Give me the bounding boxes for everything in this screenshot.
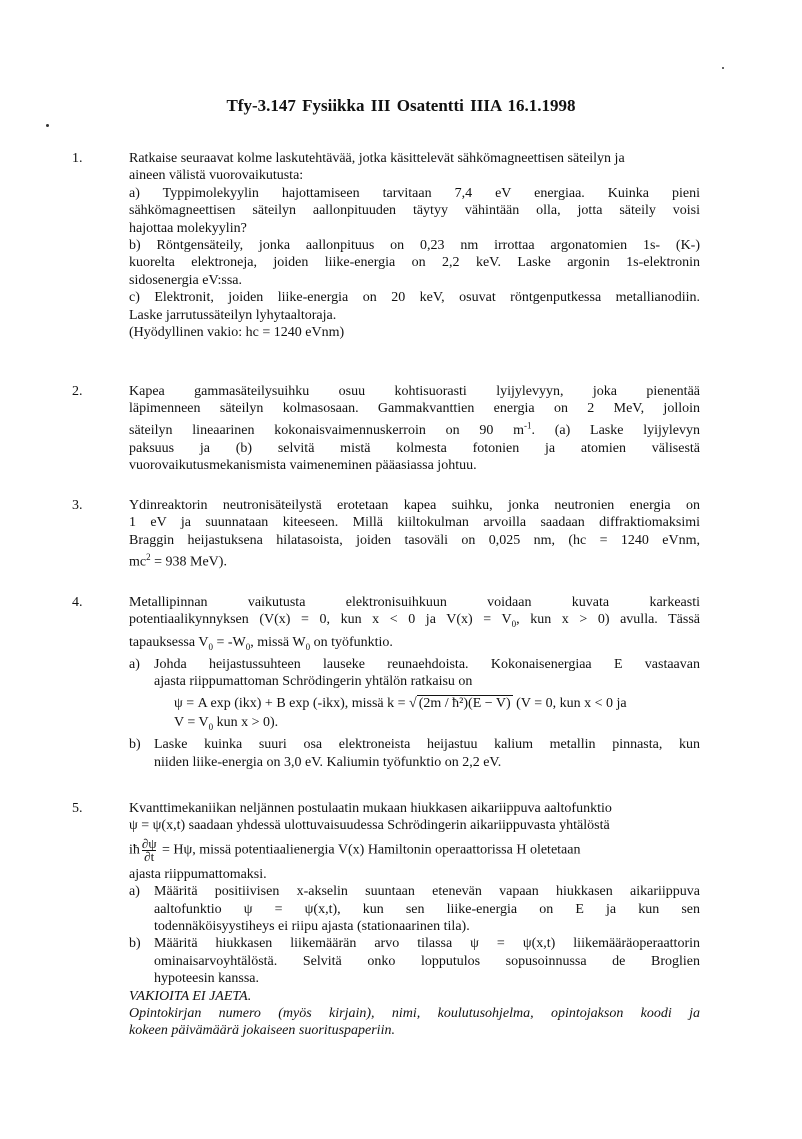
text-run: kun x > 0). [213, 715, 279, 731]
subquestion-label: b) [129, 936, 141, 952]
text-line: vuorovaikutusmekanismista vaimeneminen pääasiassa johtuu. [129, 458, 477, 474]
text-run: mc [129, 554, 147, 570]
page-title: Tfy-3.147 Fysiikka III Osatentti IIIA 16.1.1998 [226, 96, 576, 115]
subquestion-label: a) [129, 884, 140, 900]
text-line: c) Elektronit, joiden liike-energia on 20 keV, osuvat röntgenputkessa metallianodiin. [129, 290, 700, 306]
text-run: ψ = A exp (ikx) + B exp (-ikx), missä k = [174, 695, 410, 711]
text-line: niiden liike-energia on 3,0 eV. Kaliumin työfunktio on 2,2 eV. [154, 754, 502, 770]
subquestion-a [129, 656, 700, 736]
text-line: ajasta riippumattoman Schrödingerin yhtälön ratkaisu on [154, 674, 473, 690]
text-line: Johda heijastussuhteen lauseke reunaehdoista. Kokonaisenergiaa E vastaavan [154, 656, 700, 672]
subscript: 0 [511, 619, 517, 630]
problem-body [129, 383, 700, 475]
problem-body [129, 594, 700, 771]
text-run: = -W [212, 634, 246, 650]
text-line: hajottaa molekyylin? [129, 220, 247, 236]
text-line [129, 418, 700, 440]
subscript: 0 [305, 641, 311, 652]
problem-number: 1. [72, 151, 83, 166]
text-run: = Hψ, missä potentiaalienergia V(x) Hamiltonin operaattorissa H oletetaan [158, 842, 581, 858]
text-run: (V = 0, kun x < 0 ja [512, 695, 627, 711]
problem-body [129, 150, 700, 341]
text-line: ψ = ψ(x,t) saadaan yhdessä ulottuvaisuudessa Schrödingerin aikariippuvasta yhtälöstä [129, 818, 610, 834]
problem-number: 3. [72, 498, 83, 513]
text-line: kuorelta elektroneja, joiden liike-energia on 2,2 keV. Laske argonin 1s-elektronin [129, 255, 700, 271]
text-line: paksuus ja (b) selvitä mistä kolmesta fotonien ja atomien välisestä [129, 440, 700, 456]
problem-number: 4. [72, 595, 83, 610]
scan-speck [722, 67, 724, 69]
text-run: iħ [129, 842, 140, 858]
partial-fraction [141, 835, 157, 864]
text-line: todennäköisyystiheys ei riipu ajasta (stationaarinen tila). [154, 919, 470, 935]
text-line: Ydinreaktorin neutronisäteilystä erotetaan kapea suihku, jonka neutronien energia on [129, 498, 700, 513]
problem-number: 2. [72, 384, 83, 399]
footer-note-instructions: Opintokirjan numero (myös kirjain), nimi, koulutusohjelma, opintojakson koodi ja [129, 1006, 700, 1022]
text-run: , missä W [250, 634, 306, 650]
text-line: aaltofunktio ψ = ψ(x,t), kun sen liike-energia on E ja kun sen [154, 901, 700, 917]
text-run: on työfunktio. [310, 634, 393, 650]
text-line: Braggin heijastuksena hilatasoista, joiden tasoväli on 0,025 nm, (hc = 1240 eVnm, [129, 532, 700, 548]
text-line: Kvanttimekaniikan neljännen postulaatin mukaan hiukkasen aikariippuva aaltofunktio [129, 801, 612, 816]
sqrt-argument: (2m / ħ²)(E − V) [418, 695, 511, 711]
text-line: Metallipinnan vaikutusta elektronisuihkuun voidaan kuvata karkeasti [129, 595, 700, 610]
text-line: 1 eV ja suunnataan kiteeseen. Millä kiiltokulman arvoilla saadaan diffraktiomaksimi [129, 515, 700, 531]
problem-number: 5. [72, 801, 83, 816]
text-run: potentiaalikynnyksen (V(x) = 0, kun x < 0 ja V(x) = V [129, 612, 512, 628]
text-line: sidosenergia eV:ssa. [129, 272, 243, 288]
text-line: b) Röntgensäteily, jonka aallonpituus on 0,23 nm irrottaa argonatomien 1s- (K-) [129, 238, 700, 254]
text-line: (Hyödyllinen vakio: hc = 1240 eVnm) [129, 325, 345, 341]
text-line: ajasta riippumattomaksi. [129, 866, 267, 882]
fraction-numerator: ∂ψ [141, 835, 157, 851]
text-run: säteilyn lineaarinen kokonaisvaimennuskerroin on 90 m [129, 423, 524, 439]
subquestion-label: a) [129, 656, 140, 672]
superscript: 2 [146, 552, 151, 563]
text-line [129, 634, 700, 656]
text-line: aineen välistä vuorovaikutusta: [129, 168, 304, 184]
text-line: Laske kuinka suuri osa elektroneista heijastuu kalium metallin pinnasta, kun [154, 737, 700, 753]
sqrt-sign: √ [409, 695, 417, 711]
text-line: Laske jarrutussäteilyn lyhytaaltoraja. [129, 307, 337, 323]
footer-note-constants: VAKIOITA EI JAETA. [129, 988, 252, 1004]
subscript: 0 [245, 641, 251, 652]
subquestion-a [129, 883, 700, 935]
text-line: Kapea gammasäteilysuihku osuu kohtisuorasti lyijylevyyn, joka pienentää [129, 384, 700, 399]
text-line: Ratkaise seuraavat kolme laskutehtävää, jotka käsittelevät sähkömagneettisen säteilyn ja [129, 151, 625, 166]
text-line: ominaisarvoyhtälöstä. Selvitä onko lopputulos sopusoinnussa de Broglien [154, 953, 700, 969]
text-run: = 938 MeV). [150, 554, 227, 570]
subquestion-b [129, 935, 700, 987]
text-line: hypoteesin kanssa. [154, 971, 259, 987]
text-line: Määritä hiukkasen liikemäärän arvo tilassa ψ = ψ(x,t) liikemääräoperaattorin [154, 936, 700, 952]
text-line [154, 714, 700, 736]
footer-note-instructions: kokeen päivämäärä jokaiseen suorituspaperiin. [129, 1023, 395, 1039]
text-line: Määritä positiivisen x-akselin suuntaan etenevän vapaan hiukkasen aikariippuva [154, 884, 700, 900]
superscript: -1 [524, 420, 532, 431]
subquestion-label: b) [129, 737, 141, 753]
text-line [129, 549, 700, 571]
subscript: 0 [208, 641, 213, 652]
wavefunction-formula [154, 695, 700, 712]
text-line: läpimenneen säteilyn kolmasosaan. Gammakvanttien energia on 2 MeV, jolloin [129, 401, 700, 417]
text-run: . (a) Laske lyijylevyn [531, 423, 700, 439]
text-line [129, 611, 700, 633]
problem-body [129, 497, 700, 571]
fraction-denominator: ∂t [142, 850, 157, 863]
text-run: V = V [174, 715, 209, 731]
text-run: tapauksessa V [129, 634, 209, 650]
text-run: , kun x > 0) avulla. Tässä [516, 612, 700, 628]
scan-speck [46, 124, 49, 127]
text-line: sähkömagneettisen säteilyn aallonpituuden täytyy vähintään olla, jotta säteily voisi [129, 203, 700, 219]
text-line: a) Typpimolekyylin hajottamiseen tarvitaan 7,4 eV energiaa. Kuinka pieni [129, 185, 700, 201]
subscript: 0 [208, 721, 214, 732]
problem-body [129, 800, 700, 1040]
subquestion-b [129, 736, 700, 771]
schrodinger-equation [129, 835, 700, 864]
